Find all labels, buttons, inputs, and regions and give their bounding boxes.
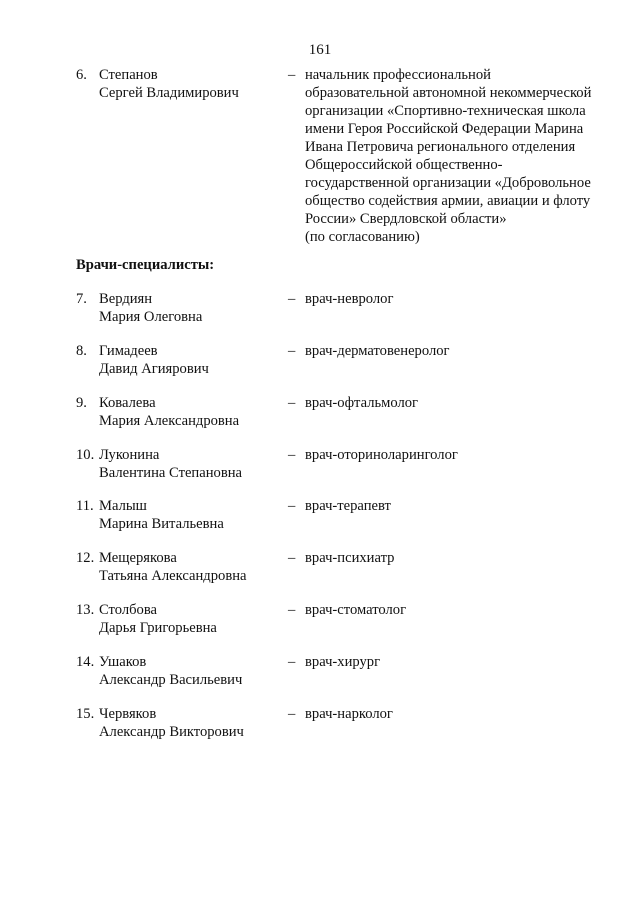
person-name	[99, 549, 279, 585]
role-line: врач-нарколог	[305, 706, 393, 722]
position-description	[305, 549, 605, 567]
item-number: 6.	[76, 67, 87, 83]
dash: –	[288, 343, 296, 359]
person-name	[99, 446, 279, 482]
given-names: Александр Васильевич	[99, 672, 243, 688]
item-number: 10.	[76, 447, 95, 463]
person-name	[99, 66, 279, 102]
position-description	[305, 653, 605, 671]
role-line: имени Героя Российской Федерации Марина	[305, 121, 584, 137]
item-number: 9.	[76, 395, 87, 411]
given-names: Татьяна Александровна	[99, 568, 247, 584]
given-names: Мария Олеговна	[99, 309, 203, 325]
role-line: врач-оториноларинголог	[305, 447, 458, 463]
person-name	[99, 394, 279, 430]
dash: –	[288, 602, 296, 618]
surname: Луконина	[99, 447, 160, 463]
surname: Вердиян	[99, 291, 153, 307]
surname: Ушаков	[99, 654, 147, 670]
role-line: врач-невролог	[305, 291, 394, 307]
position-description	[305, 394, 605, 412]
given-names: Мария Александровна	[99, 413, 240, 429]
dash: –	[288, 395, 296, 411]
position-description	[305, 66, 605, 246]
role-line: государственной организации «Добровольное	[305, 175, 591, 191]
given-names: Александр Викторович	[99, 724, 244, 740]
role-line: России» Свердловской области»	[305, 211, 507, 227]
person-name	[99, 497, 279, 533]
position-description	[305, 342, 605, 360]
position-description	[305, 290, 605, 308]
item-number: 15.	[76, 706, 95, 722]
role-line: организации «Спортивно-техническая школа	[305, 103, 586, 119]
given-names: Сергей Владимирович	[99, 85, 239, 101]
given-names: Давид Агиярович	[99, 361, 209, 377]
dash: –	[288, 67, 296, 83]
given-names: Дарья Григорьевна	[99, 620, 217, 636]
surname: Столбова	[99, 602, 158, 618]
role-line: врач-терапевт	[305, 498, 391, 514]
role-line: общество содействия армии, авиации и флоту	[305, 193, 591, 209]
role-line: образовательной автономной некоммерческой	[305, 85, 592, 101]
surname: Гимадеев	[99, 343, 158, 359]
item-number: 11.	[76, 498, 94, 514]
role-line: врач-психиатр	[305, 550, 395, 566]
page-number: 161	[308, 42, 332, 58]
role-line: врач-дерматовенеролог	[305, 343, 450, 359]
dash: –	[288, 291, 296, 307]
role-line: начальник профессиональной	[305, 67, 491, 83]
position-description	[305, 705, 605, 723]
role-line: Общероссийской общественно-	[305, 157, 503, 173]
item-number: 14.	[76, 654, 95, 670]
person-name	[99, 705, 279, 741]
position-description	[305, 601, 605, 619]
surname: Червяков	[99, 706, 157, 722]
role-line: врач-хирург	[305, 654, 381, 670]
position-description	[305, 446, 605, 464]
item-number: 12.	[76, 550, 95, 566]
person-name	[99, 290, 279, 326]
surname: Мещерякова	[99, 550, 177, 566]
given-names: Марина Витальевна	[99, 516, 224, 532]
person-name	[99, 601, 279, 637]
dash: –	[288, 706, 296, 722]
section-heading: Врачи-специалисты:	[76, 257, 215, 273]
item-number: 8.	[76, 343, 87, 359]
role-line: врач-стоматолог	[305, 602, 407, 618]
surname: Ковалева	[99, 395, 156, 411]
surname: Малыш	[99, 498, 147, 514]
dash: –	[288, 498, 296, 514]
dash: –	[288, 447, 296, 463]
position-description	[305, 497, 605, 515]
person-name	[99, 342, 279, 378]
dash: –	[288, 654, 296, 670]
given-names: Валентина Степановна	[99, 465, 243, 481]
role-line: Ивана Петровича регионального отделения	[305, 139, 576, 155]
surname: Степанов	[99, 67, 158, 83]
item-number: 7.	[76, 291, 87, 307]
role-line: врач-офтальмолог	[305, 395, 419, 411]
dash: –	[288, 550, 296, 566]
role-line: (по согласованию)	[305, 229, 420, 245]
item-number: 13.	[76, 602, 95, 618]
person-name	[99, 653, 279, 689]
